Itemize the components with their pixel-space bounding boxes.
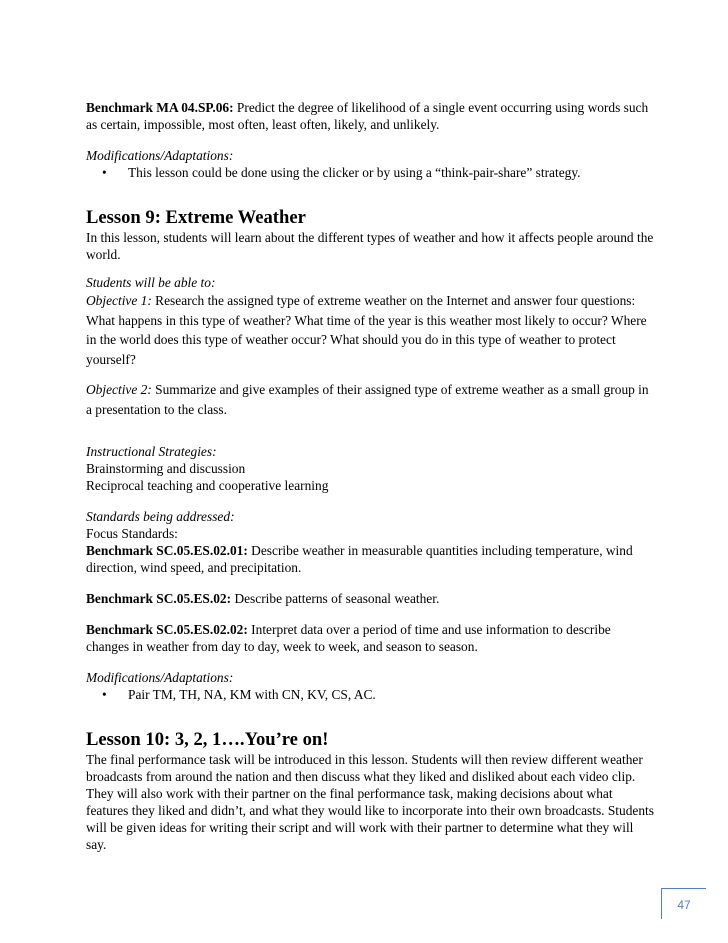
benchmark-ma-text: Predict the degree of likelihood of a single event occurring using words such as certain, impossible, most often, least often, likely, and unlikely. xyxy=(86,100,649,132)
benchmark-ma-label: Benchmark MA 04.SP.06: xyxy=(86,100,234,115)
benchmark-sc-3: Benchmark SC.05.ES.02.02: Interpret data over a period of time and use information to describe changes in weather from day to day, week to week, and season to season. xyxy=(86,622,611,654)
modifications-list-2 xyxy=(86,686,656,703)
instructional-strategies-heading: Instructional Strategies: xyxy=(86,444,217,459)
modifications-heading-2: Modifications/Adaptations: xyxy=(86,670,234,685)
modifications-bullet-2: • Pair TM, TH, NA, KM with CN, KV, CS, AC. xyxy=(86,686,656,703)
benchmark-sc-1: Benchmark SC.05.ES.02.01: Describe weather in measurable quantities including temperature, wind direction, wind speed, and precipitation. xyxy=(86,543,633,575)
lesson-10-text: The final performance task will be introduced in this lesson. Students will then review different weather broadcasts from around the nation and then discuss what they liked and disliked about each video clip. They will also work with their partner on the final performance task, making decisions about what features they liked and didn’t, and what they would like to incorporate into their own broadcasts. Students will be given ideas for writing their script and will work with their partner to determine what they will say. xyxy=(86,752,654,852)
objective-2 xyxy=(86,380,656,419)
students-able-heading: Students will be able to: xyxy=(86,275,216,290)
strategy-item: Reciprocal teaching and cooperative learning xyxy=(86,478,329,493)
benchmark-sc-2: Benchmark SC.05.ES.02: Describe patterns of seasonal weather. xyxy=(86,591,440,606)
objective-1-text: Research the assigned type of extreme weather on the Internet and answer four questions: What happens in this type of weather? What time of the year is this weather most likely to occur? Where in the world does this type of weather occur? What should you do in this type of weather to protect yourself? xyxy=(86,293,647,367)
page-number: 47 xyxy=(661,888,706,919)
benchmark-ma-paragraph xyxy=(86,99,656,133)
lesson-9-title: Lesson 9: Extreme Weather xyxy=(86,207,306,228)
objective-1 xyxy=(86,291,656,369)
modifications-bullet: • This lesson could be done using the clicker or by using a “think-pair-share” strategy. xyxy=(86,164,656,181)
strategy-item: Brainstorming and discussion xyxy=(86,461,246,476)
lesson-9-intro: In this lesson, students will learn about the different types of weather and how it affects people around the world. xyxy=(86,230,654,262)
modifications-list xyxy=(86,164,656,181)
standards-heading: Standards being addressed: xyxy=(86,509,235,524)
lesson-10-title: Lesson 10: 3, 2, 1….You’re on! xyxy=(86,729,329,750)
objective-2-text: Summarize and give examples of their assigned type of extreme weather as a small group in a presentation to the class. xyxy=(86,382,649,417)
objective-2-label: Objective 2: xyxy=(86,382,152,397)
focus-standards-label: Focus Standards: xyxy=(86,526,178,541)
document-page xyxy=(86,99,656,853)
modifications-heading: Modifications/Adaptations: xyxy=(86,148,234,163)
objective-1-label: Objective 1: xyxy=(86,293,152,308)
